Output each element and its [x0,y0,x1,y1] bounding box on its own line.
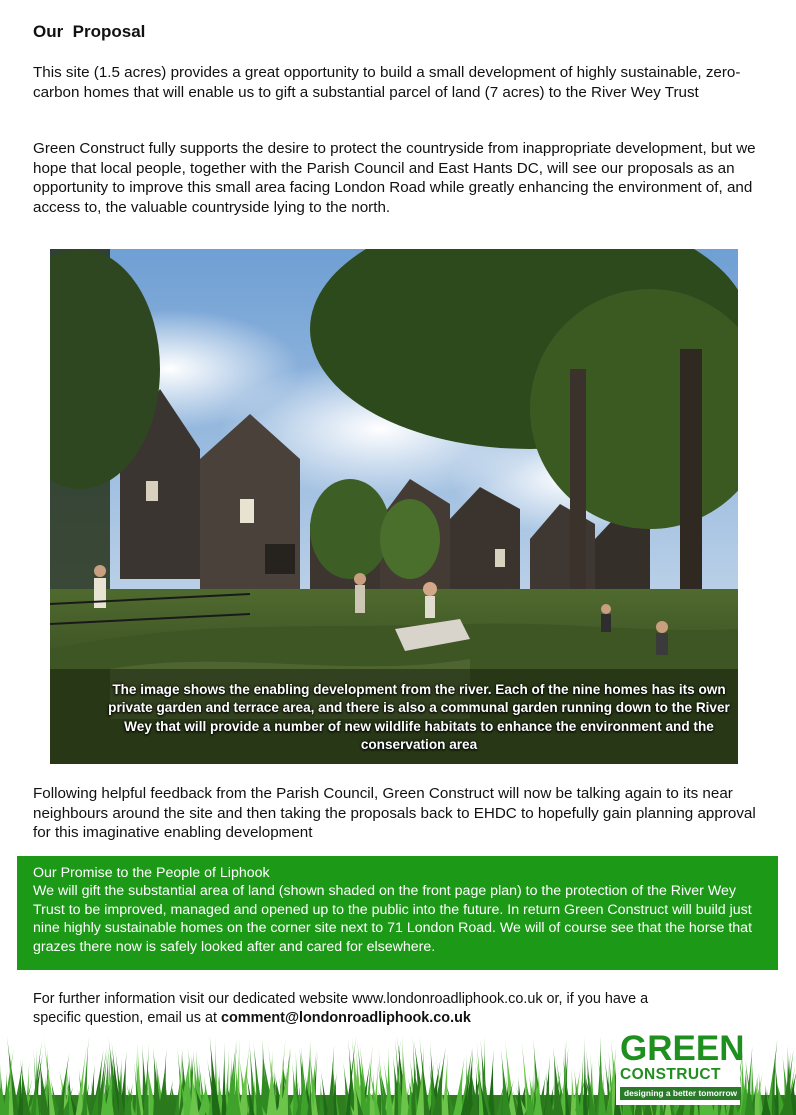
promise-box [17,856,778,970]
feedback-paragraph: Following helpful feedback from the Parish Council, Green Construct will now be talking again to its near neighbours around the site and then taking the proposals back to EHDC to hopefully gain planning approval for this imaginative enabling development [33,785,756,841]
development-rendering-image [50,249,738,764]
contact-email: comment@londonroadliphook.co.uk [220,1010,471,1026]
contact-paragraph [33,990,673,1028]
logo-word-construct: CONSTRUCT [620,1066,721,1083]
image-caption: The image shows the enabling development from the river. Each of the nine homes has its own private garden and terrace area, and there is also a communal garden running down to the River Wey that will provide a number of new wildlife habitats to enhance the environment and the conservation area [108,682,730,752]
green-construct-logo [616,1029,745,1105]
contact-text: For further information visit our dedicated website www.londonroadliphook.co.uk or, if you have a specific question, email us at [33,991,649,1026]
logo-tagline: designing a better tomorrow [620,1087,741,1100]
logo-word-green: GREEN [620,1029,745,1068]
page-title: Our Proposal [33,22,146,41]
promise-body: We will gift the substantial area of land (shown shaded on the front page plan) to the protection of the River Wey Trust to be improved, managed and opened up to the public into the future. In return Green Construct will build just nine highly sustainable homes on the corner site next to 71 London Road. We will of course see that the horse that grazes there now is safely looked after and cared for elsewhere. [33,883,753,955]
promise-title: Our Promise to the People of Liphook [33,865,270,881]
support-paragraph: Green Construct fully supports the desire to protect the countryside from inappropriate development, but we hope that local people, together with the Parish Council and East Hants DC, will see our proposals as an opportunity to improve this small area facing London Road while greatly enhancing the environment of, and access to, the valuable countryside lying to the north. [33,140,756,216]
intro-paragraph: This site (1.5 acres) provides a great opportunity to build a small development of highly sustainable, zero-carbon homes that will enable us to gift a substantial parcel of land (7 acres) to the River Wey Trust [33,64,741,101]
